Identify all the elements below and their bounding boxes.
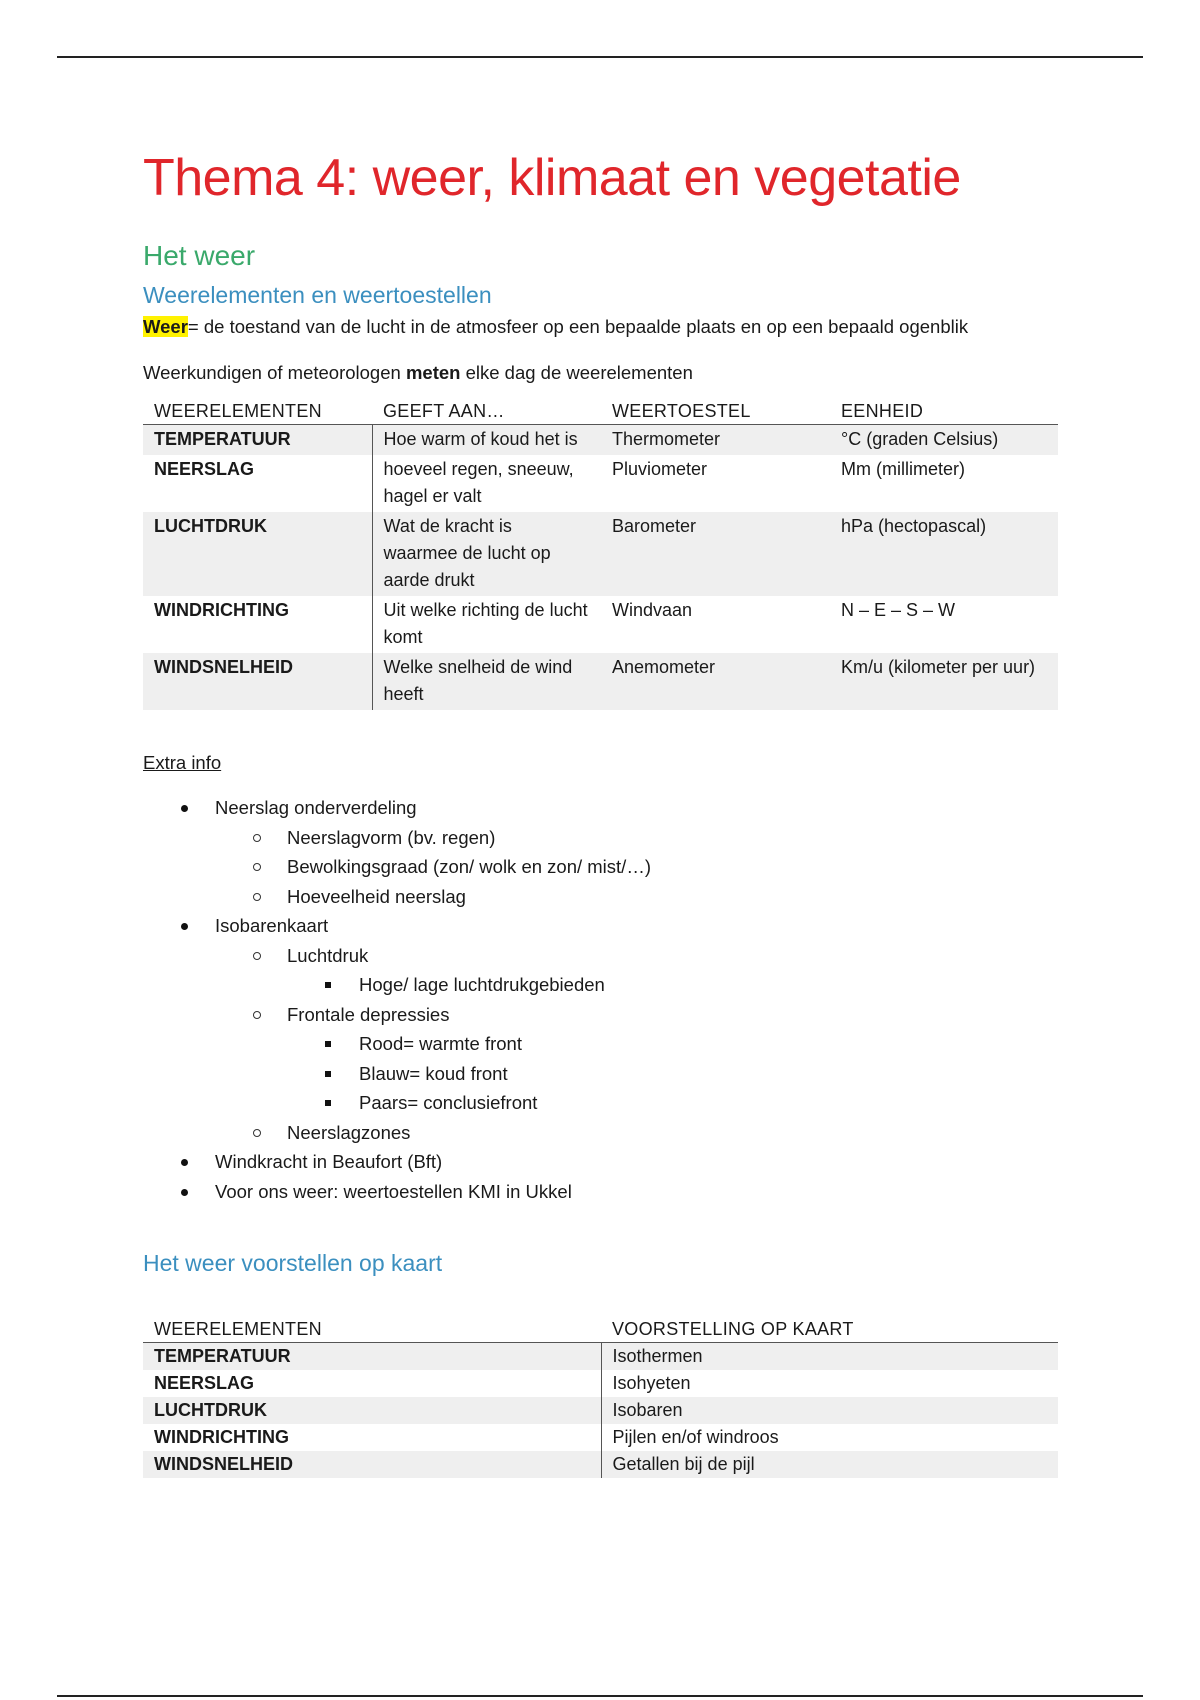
list-item: [143, 793, 1058, 911]
list-item-label: Isobarenkaart: [215, 915, 329, 936]
extra-info-list: [143, 793, 1058, 1206]
list-item: [143, 911, 1058, 1147]
list-item-label: Voor ons weer: weertoestellen KMI in Ukkel: [215, 1180, 572, 1202]
bullet-icon: [181, 1159, 188, 1166]
table-cell-element: TEMPERATUUR: [143, 1343, 601, 1371]
table-cell-element: LUCHTDRUK: [143, 1397, 601, 1424]
list-item-label: Frontale depressies: [287, 1003, 450, 1025]
table-cell-map: Getallen bij de pijl: [601, 1451, 1058, 1478]
circle-bullet-icon: [253, 1129, 261, 1137]
table-cell-element: WINDRICHTING: [143, 1424, 601, 1451]
list-item: [143, 1147, 1058, 1177]
list-item: [287, 1059, 1058, 1089]
list-item-label: Paars= conclusiefront: [359, 1092, 538, 1113]
bullet-icon: [181, 1189, 188, 1196]
circle-bullet-icon: [253, 834, 261, 842]
list-item: [215, 882, 1058, 912]
table-header-row: [143, 1314, 1058, 1343]
section-heading: Het weer: [143, 240, 256, 271]
intro-bold: meten: [405, 362, 461, 383]
list-item-label: Hoge/ lage luchtdrukgebieden: [359, 974, 605, 995]
table-row: [143, 1397, 1058, 1424]
list-item-label: Luchtdruk: [287, 944, 369, 966]
square-bullet-icon: [325, 1071, 331, 1077]
bullet-icon: [181, 805, 188, 812]
list-item: [215, 852, 1058, 882]
table-row: [143, 596, 1058, 653]
table-cell-element: NEERSLAG: [143, 455, 372, 512]
table-cell-element: NEERSLAG: [143, 1370, 601, 1397]
table-cell-unit: N – E – S – W: [841, 600, 956, 620]
map-representation-table: [143, 1314, 1058, 1478]
list-item-label: Bewolkingsgraad (zon/ wolk en zon/ mist/…): [287, 856, 651, 877]
table-cell-device: Thermometer: [601, 425, 830, 456]
subsection-heading-1: Weerelementen en weertoestellen: [143, 282, 492, 308]
list-item: [215, 1000, 1058, 1118]
extra-info-title: Extra info: [143, 752, 222, 773]
table-header: GEEFT AAN…: [372, 396, 601, 425]
subsection-heading-2: Het weer voorstellen op kaart: [143, 1250, 443, 1276]
circle-bullet-icon: [253, 952, 261, 960]
square-bullet-icon: [325, 1100, 331, 1106]
table-row: [143, 653, 1058, 710]
table-header: VOORSTELLING OP KAART: [601, 1314, 1058, 1343]
intro-before: Weerkundigen of meteorologen: [143, 362, 406, 383]
table-cell-unit: hPa (hectopascal): [830, 512, 1058, 596]
circle-bullet-icon: [253, 863, 261, 871]
table-row: [143, 455, 1058, 512]
document-body: [143, 148, 1058, 1478]
definition-term: Weer: [143, 316, 188, 337]
list-item: [215, 941, 1058, 1000]
list-item: [287, 970, 1058, 1000]
table-cell-meaning: Wat de kracht is waarmee de lucht op aarde drukt: [372, 512, 601, 596]
table-cell-meaning: hoeveel regen, sneeuw, hagel er valt: [383, 459, 574, 506]
table-header: WEERELEMENTEN: [143, 1314, 601, 1343]
table-cell-meaning: Uit welke richting de lucht komt: [383, 600, 588, 647]
table-cell-device: Barometer: [601, 512, 830, 596]
table-row: [143, 512, 1058, 596]
table-cell-unit: °C (graden Celsius): [830, 425, 1058, 456]
table-row: [143, 1424, 1058, 1451]
bottom-rule: [57, 1695, 1143, 1697]
square-bullet-icon: [325, 982, 331, 988]
sub-list: [215, 941, 1058, 1148]
circle-bullet-icon: [253, 893, 261, 901]
list-item: [143, 1177, 1058, 1207]
list-item: [287, 1088, 1058, 1118]
table-cell-unit: Km/u (kilometer per uur): [830, 653, 1058, 710]
table-cell-map: Isohyeten: [612, 1373, 691, 1393]
table-cell-device: Anemometer: [601, 653, 830, 710]
sub-sub-list: [287, 970, 1058, 1000]
table-cell-unit: Mm (millimeter): [841, 459, 965, 479]
list-item-label: Rood= warmte front: [359, 1033, 522, 1054]
table-cell-device: Windvaan: [612, 600, 693, 620]
table-header: WEERELEMENTEN: [143, 396, 372, 425]
table-cell-meaning: Welke snelheid de wind heeft: [372, 653, 601, 710]
top-rule: [57, 56, 1143, 58]
list-item-label: Blauw= koud front: [359, 1062, 508, 1084]
list-item: [215, 1118, 1058, 1148]
table-cell-meaning: Hoe warm of koud het is: [372, 425, 601, 456]
square-bullet-icon: [325, 1041, 331, 1047]
table-cell-element: WINDSNELHEID: [143, 653, 372, 710]
table-cell-map: Isobaren: [601, 1397, 1058, 1424]
table-header: WEERTOESTEL: [601, 396, 830, 425]
sub-list: [215, 823, 1058, 912]
list-item-label: Neerslag onderverdeling: [215, 797, 417, 818]
table-cell-element: LUCHTDRUK: [143, 512, 372, 596]
table-header: EENHEID: [830, 396, 1058, 425]
intro-sentence: [143, 360, 1058, 386]
table-header-row: [143, 396, 1058, 425]
list-item: [287, 1029, 1058, 1059]
definition-text: = de toestand van de lucht in de atmosfeer op een bepaalde plaats en op een bepaald ogenblik: [187, 316, 969, 337]
table-cell-device: Pluviometer: [612, 459, 708, 479]
weather-elements-table: [143, 396, 1058, 710]
table-row: [143, 1370, 1058, 1397]
table-cell-map: Isothermen: [601, 1343, 1058, 1371]
circle-bullet-icon: [253, 1011, 261, 1019]
table-cell-element: TEMPERATUUR: [143, 425, 372, 456]
definition: [143, 314, 1058, 340]
sub-sub-list: [287, 1029, 1058, 1118]
table-row: [143, 425, 1058, 456]
table-cell-element: WINDSNELHEID: [143, 1451, 601, 1478]
bullet-icon: [181, 923, 188, 930]
page-title: Thema 4: weer, klimaat en vegetatie: [143, 149, 961, 207]
list-item-label: Windkracht in Beaufort (Bft): [215, 1151, 443, 1172]
intro-after: elke dag de weerelementen: [460, 362, 693, 383]
list-item-label: Neerslagzones: [287, 1121, 411, 1143]
list-item-label: Hoeveelheid neerslag: [287, 885, 466, 907]
table-row: [143, 1343, 1058, 1371]
table-cell-map: Pijlen en/of windroos: [612, 1427, 779, 1447]
list-item-label: Neerslagvorm (bv. regen): [287, 826, 496, 848]
table-cell-element: WINDRICHTING: [143, 596, 372, 653]
table-row: [143, 1451, 1058, 1478]
list-item: [215, 823, 1058, 853]
